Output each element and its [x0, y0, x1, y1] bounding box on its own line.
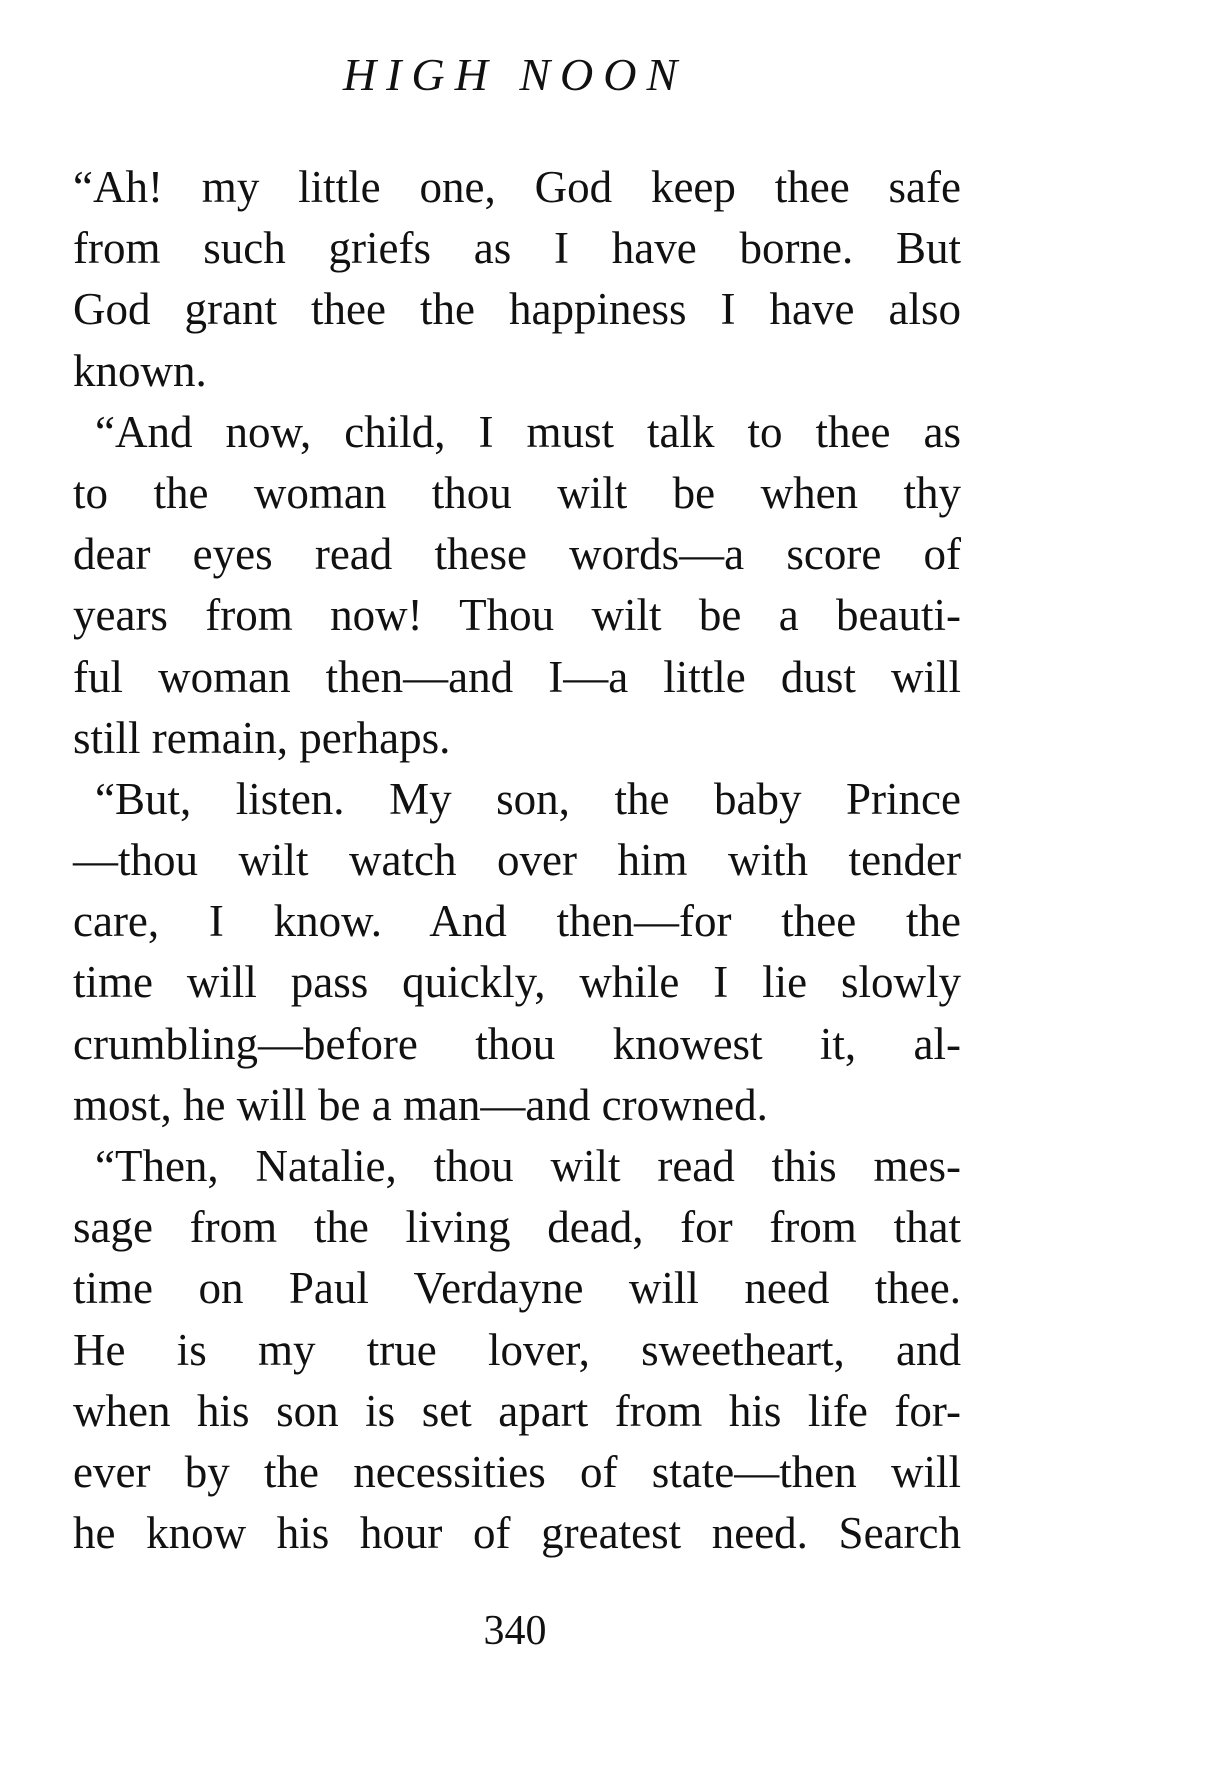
text-line: dear eyes read these words—a score of	[73, 529, 961, 580]
body-text	[73, 157, 961, 1564]
text-line: —thou wilt watch over him with tender	[73, 835, 961, 886]
text-line: to the woman thou wilt be when thy	[73, 467, 961, 518]
text-line: “But, listen. My son, the baby Prince	[95, 773, 961, 824]
page-number: 340	[483, 1608, 547, 1654]
running-title: HIGH NOON	[342, 49, 688, 100]
text-line: crumbling—before thou knowest it, al-	[73, 1018, 961, 1069]
text-line: known.	[73, 345, 207, 396]
text-line: he know his hour of greatest need. Search	[73, 1508, 961, 1559]
text-line: sage from the living dead, for from that	[73, 1202, 961, 1253]
text-line: when his son is set apart from his life for-	[73, 1385, 961, 1436]
text-line: ful woman then—and I—a little dust will	[73, 651, 961, 702]
text-line: ever by the necessities of state—then will	[73, 1446, 961, 1497]
text-line: years from now! Thou wilt be a beauti-	[73, 590, 961, 641]
text-line: still remain, perhaps.	[73, 712, 451, 763]
text-line: time will pass quickly, while I lie slowly	[73, 957, 961, 1008]
text-line: “Ah! my little one, God keep thee safe	[73, 162, 961, 212]
text-line: time on Paul Verdayne will need thee.	[73, 1263, 961, 1314]
text-line: care, I know. And then—for thee the	[73, 896, 961, 947]
text-line: “Then, Natalie, thou wilt read this mes-	[95, 1141, 961, 1191]
text-line: from such griefs as I have borne. But	[73, 223, 961, 274]
text-line: He is my true lover, sweetheart, and	[73, 1324, 961, 1375]
text-line: God grant thee the happiness I have also	[73, 284, 961, 335]
text-line: most, he will be a man—and crowned.	[73, 1079, 768, 1130]
text-line: “And now, child, I must talk to thee as	[95, 406, 961, 457]
